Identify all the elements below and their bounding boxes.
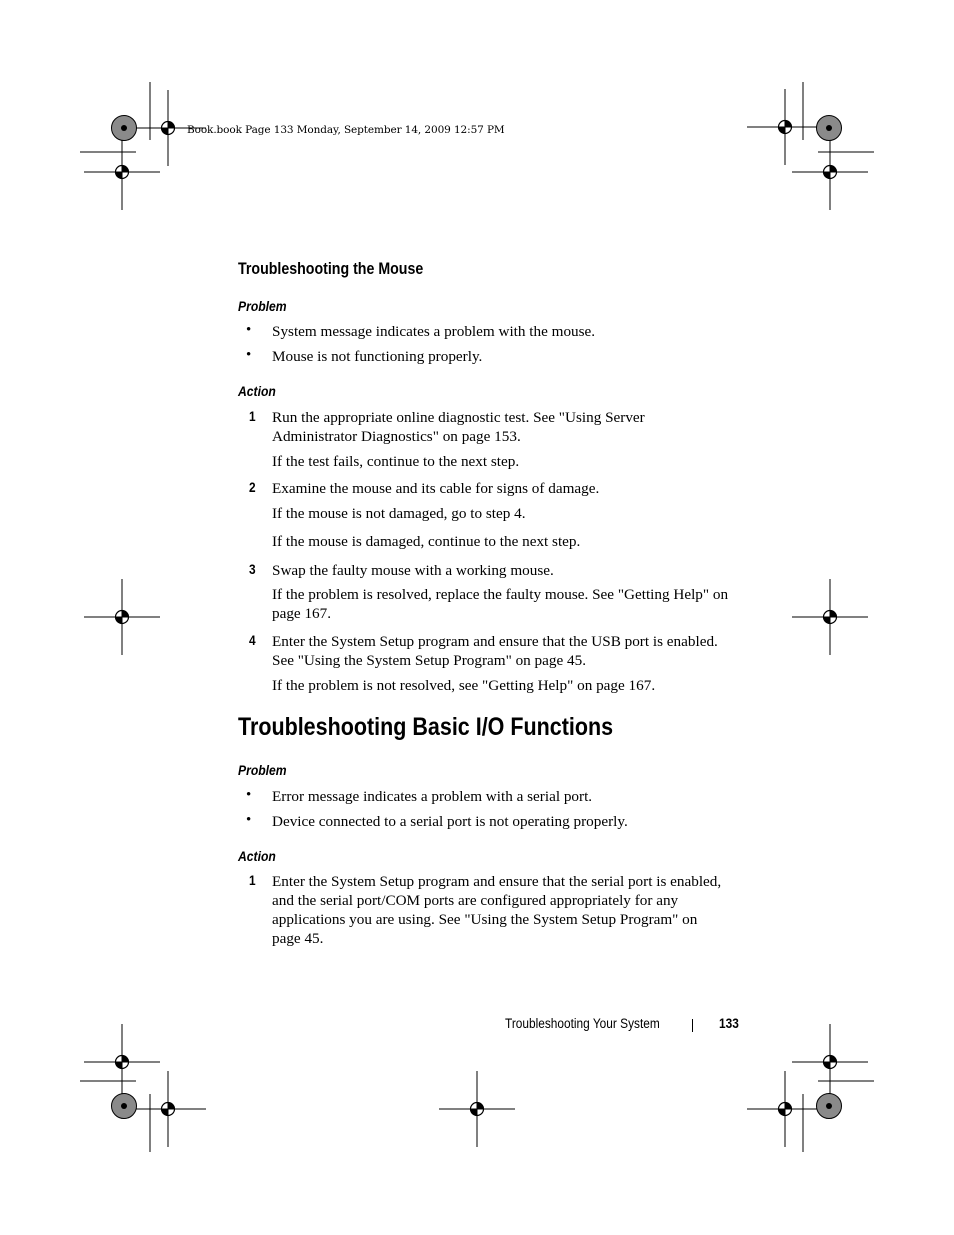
- problem-label: Problem: [238, 763, 287, 778]
- crosshair-mark: [747, 89, 823, 165]
- step-number: 1: [249, 409, 256, 424]
- step-text: Enter the System Setup program and ensure that the USB port is enabled.: [272, 633, 718, 650]
- crosshair-mark: [439, 1071, 515, 1147]
- step-text: page 45.: [272, 930, 324, 947]
- step-number: 3: [249, 562, 256, 577]
- bullet-marker: •: [246, 347, 252, 363]
- crosshair-mark: [84, 134, 160, 210]
- crosshair-mark: [747, 1071, 823, 1147]
- crosshair-mark: [792, 134, 868, 210]
- footer-divider: [692, 1019, 693, 1032]
- step-note: If the test fails, continue to the next step.: [272, 453, 520, 470]
- step-text: Administrator Diagnostics" on page 153.: [272, 428, 521, 445]
- step-text: Run the appropriate online diagnostic test. See "Using Server: [272, 409, 645, 426]
- footer-section-title: Troubleshooting Your System: [505, 1016, 660, 1031]
- crosshair-mark: [792, 1024, 868, 1100]
- step-note: If the problem is not resolved, see "Getting Help" on page 167.: [272, 677, 656, 694]
- step-note: If the problem is resolved, replace the faulty mouse. See "Getting Help" on: [272, 586, 729, 603]
- step-note: page 167.: [272, 605, 332, 622]
- bullet-marker: •: [246, 322, 252, 338]
- step-text: applications you are using. See "Using the System Setup Program" on: [272, 911, 698, 928]
- step-number: 2: [249, 480, 256, 495]
- step-note: If the mouse is damaged, continue to the next step.: [272, 533, 581, 550]
- crosshair-mark: [84, 1024, 160, 1100]
- problem-label: Problem: [238, 299, 287, 314]
- problem-item: Mouse is not functioning properly.: [272, 348, 483, 365]
- print-slug: Book.book Page 133 Monday, September 14, 2009 12:57 PM: [187, 124, 505, 136]
- star-target-icon: [112, 116, 137, 141]
- step-number: 1: [249, 873, 256, 888]
- step-text: Swap the faulty mouse with a working mouse.: [272, 562, 554, 579]
- section-title: Troubleshooting Basic I/O Functions: [238, 713, 614, 741]
- star-target-icon: [817, 1094, 842, 1119]
- star-target-icon: [112, 1094, 137, 1119]
- bullet-marker: •: [246, 812, 252, 828]
- crosshair-mark: [792, 579, 868, 655]
- step-note: If the mouse is not damaged, go to step 4.: [272, 505, 526, 522]
- star-target-icon: [817, 116, 842, 141]
- problem-item: System message indicates a problem with the mouse.: [272, 323, 596, 340]
- step-text: See "Using the System Setup Program" on page 45.: [272, 652, 587, 669]
- problem-item: Error message indicates a problem with a serial port.: [272, 788, 593, 805]
- page-number: 133: [719, 1016, 739, 1031]
- step-text: Enter the System Setup program and ensure that the serial port is enabled,: [272, 873, 722, 890]
- section-heading: Troubleshooting the Mouse: [238, 260, 424, 278]
- step-text: and the serial port/COM ports are configured appropriately for any: [272, 892, 679, 909]
- crosshair-mark: [130, 1071, 206, 1147]
- action-label: Action: [238, 849, 276, 864]
- action-label: Action: [238, 384, 276, 399]
- step-text: Examine the mouse and its cable for signs of damage.: [272, 480, 600, 497]
- problem-item: Device connected to a serial port is not operating properly.: [272, 813, 628, 830]
- crosshair-mark: [84, 579, 160, 655]
- bullet-marker: •: [246, 787, 252, 803]
- step-number: 4: [249, 633, 256, 648]
